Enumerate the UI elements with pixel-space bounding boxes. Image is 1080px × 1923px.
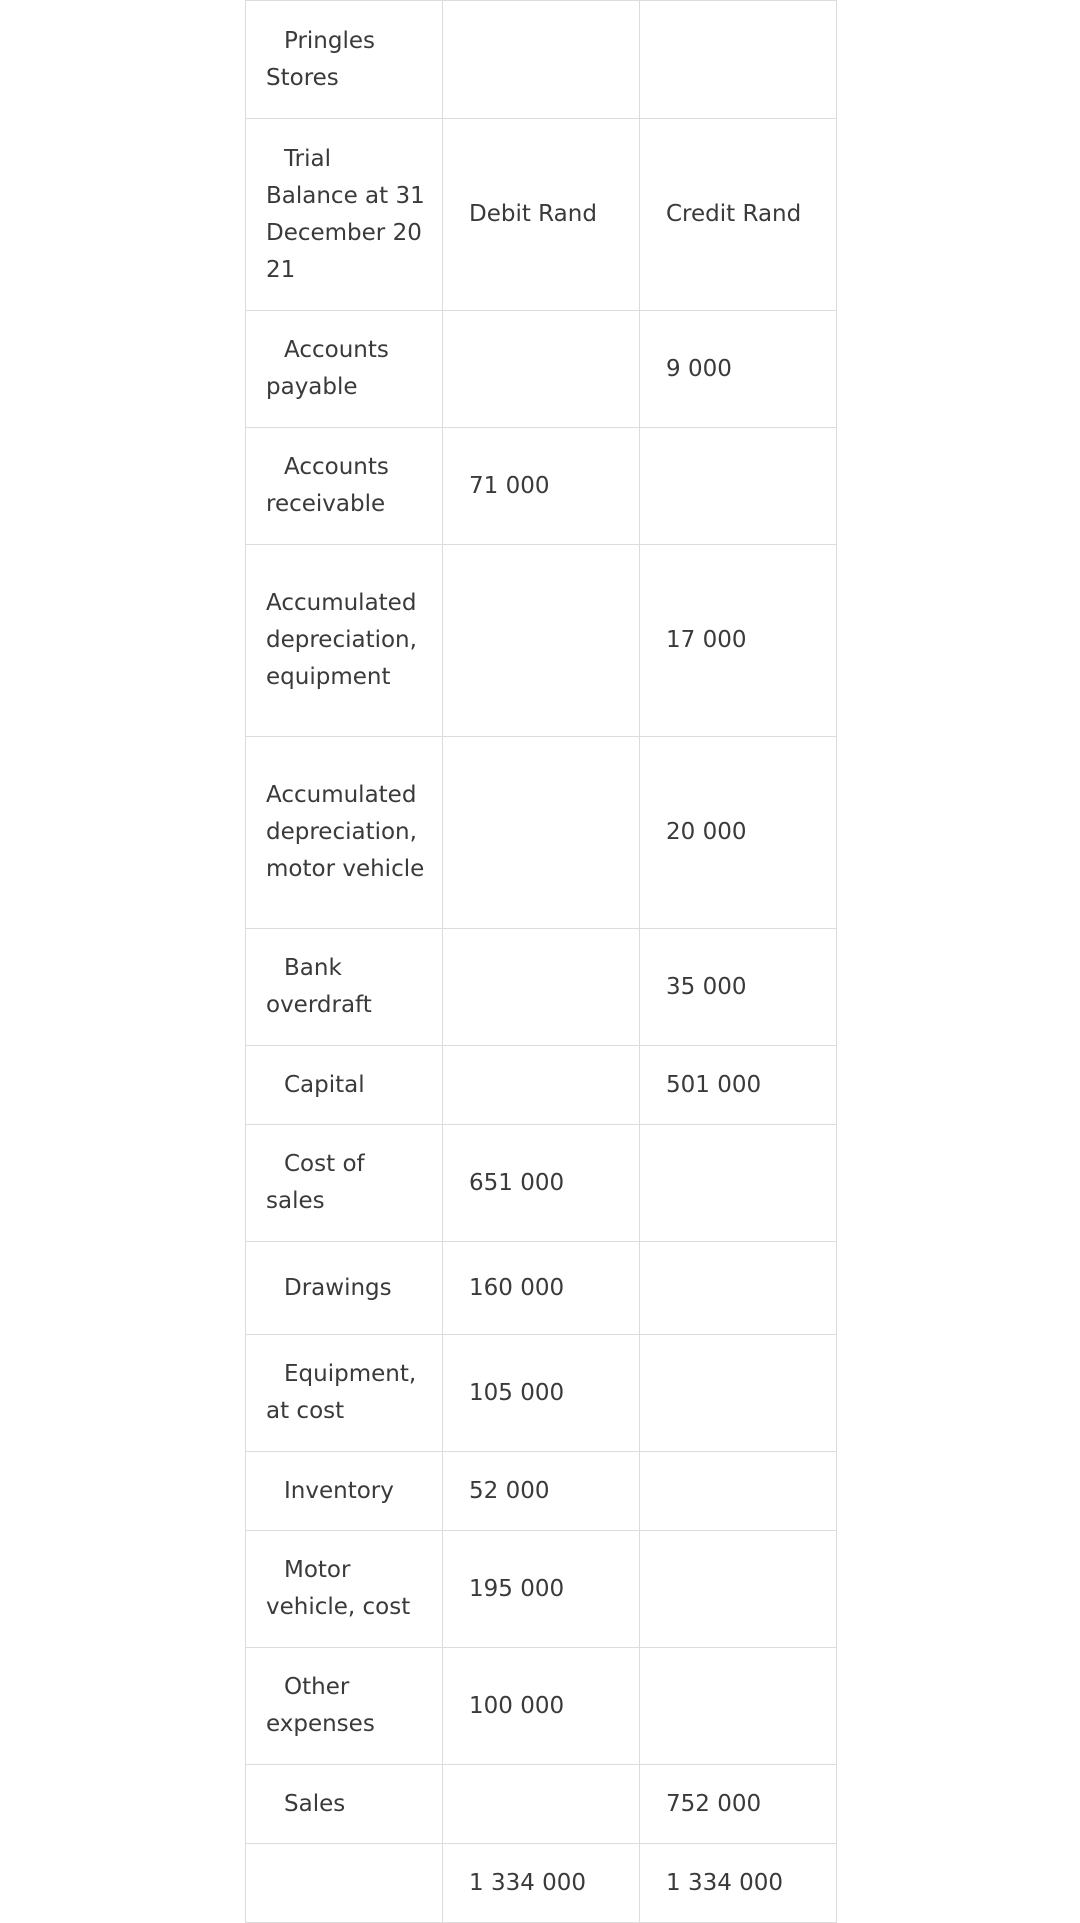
credit-total: 1 334 000 (640, 1844, 837, 1923)
account-name: Motor vehicle, cost (266, 1557, 411, 1620)
account-name: Bank overdraft (266, 955, 372, 1018)
credit-amount: 17 000 (640, 545, 837, 737)
debit-amount (443, 1765, 640, 1844)
account-name: Drawings (284, 1274, 392, 1301)
account-name: Accounts receivable (266, 454, 389, 517)
debit-amount: 71 000 (443, 428, 640, 545)
account-name: Other expenses (266, 1674, 375, 1737)
debit-total: 1 334 000 (443, 1844, 640, 1923)
table-row (246, 929, 837, 1046)
trial-balance-heading: Trial Balance at 31 December 20 21 (266, 145, 425, 283)
empty-cell (246, 1844, 443, 1923)
table-row (246, 1452, 837, 1531)
credit-amount (640, 1335, 837, 1452)
company-name: Pringles Stores (266, 27, 376, 91)
credit-amount: 501 000 (640, 1046, 837, 1125)
empty-cell (443, 1, 640, 119)
debit-amount (443, 929, 640, 1046)
table-row (246, 311, 837, 428)
table-row (246, 1648, 837, 1765)
debit-amount (443, 311, 640, 428)
account-name: Equipment, at cost (266, 1361, 417, 1424)
title-row (246, 1, 837, 119)
header-row (246, 119, 837, 311)
table-row (246, 1765, 837, 1844)
credit-amount: 20 000 (640, 737, 837, 929)
account-name: Capital (284, 1071, 365, 1098)
debit-amount: 195 000 (443, 1531, 640, 1648)
debit-amount: 100 000 (443, 1648, 640, 1765)
table-row (246, 1046, 837, 1125)
account-name: Cost of sales (266, 1151, 365, 1214)
debit-amount: 160 000 (443, 1242, 640, 1335)
debit-amount (443, 737, 640, 929)
table-row (246, 428, 837, 545)
account-name: Accounts payable (266, 337, 389, 400)
table-row (246, 1242, 837, 1335)
debit-amount: 52 000 (443, 1452, 640, 1531)
credit-amount (640, 1242, 837, 1335)
debit-amount: 105 000 (443, 1335, 640, 1452)
header-label-cell (246, 119, 443, 311)
totals-row (246, 1844, 837, 1923)
table-row (246, 545, 837, 737)
credit-amount: 35 000 (640, 929, 837, 1046)
table-row (246, 1531, 837, 1648)
account-name: Sales (284, 1790, 346, 1817)
account-name: Accumulated depreciation, motor vehicle (266, 782, 425, 882)
account-name: Accumulated depreciation, equipment (266, 590, 417, 690)
credit-amount (640, 428, 837, 545)
credit-amount: 9 000 (640, 311, 837, 428)
table-row (246, 1335, 837, 1452)
debit-amount (443, 545, 640, 737)
empty-cell (640, 1, 837, 119)
credit-amount (640, 1531, 837, 1648)
account-name: Inventory (284, 1477, 394, 1504)
table-row (246, 737, 837, 929)
trial-balance-table (245, 0, 837, 1923)
credit-amount (640, 1648, 837, 1765)
debit-amount (443, 1046, 640, 1125)
credit-header: Credit Rand (640, 119, 837, 311)
table-row (246, 1125, 837, 1242)
credit-amount (640, 1452, 837, 1531)
debit-amount: 651 000 (443, 1125, 640, 1242)
company-name-cell (246, 1, 443, 119)
credit-amount: 752 000 (640, 1765, 837, 1844)
credit-amount (640, 1125, 837, 1242)
debit-header: Debit Rand (443, 119, 640, 311)
